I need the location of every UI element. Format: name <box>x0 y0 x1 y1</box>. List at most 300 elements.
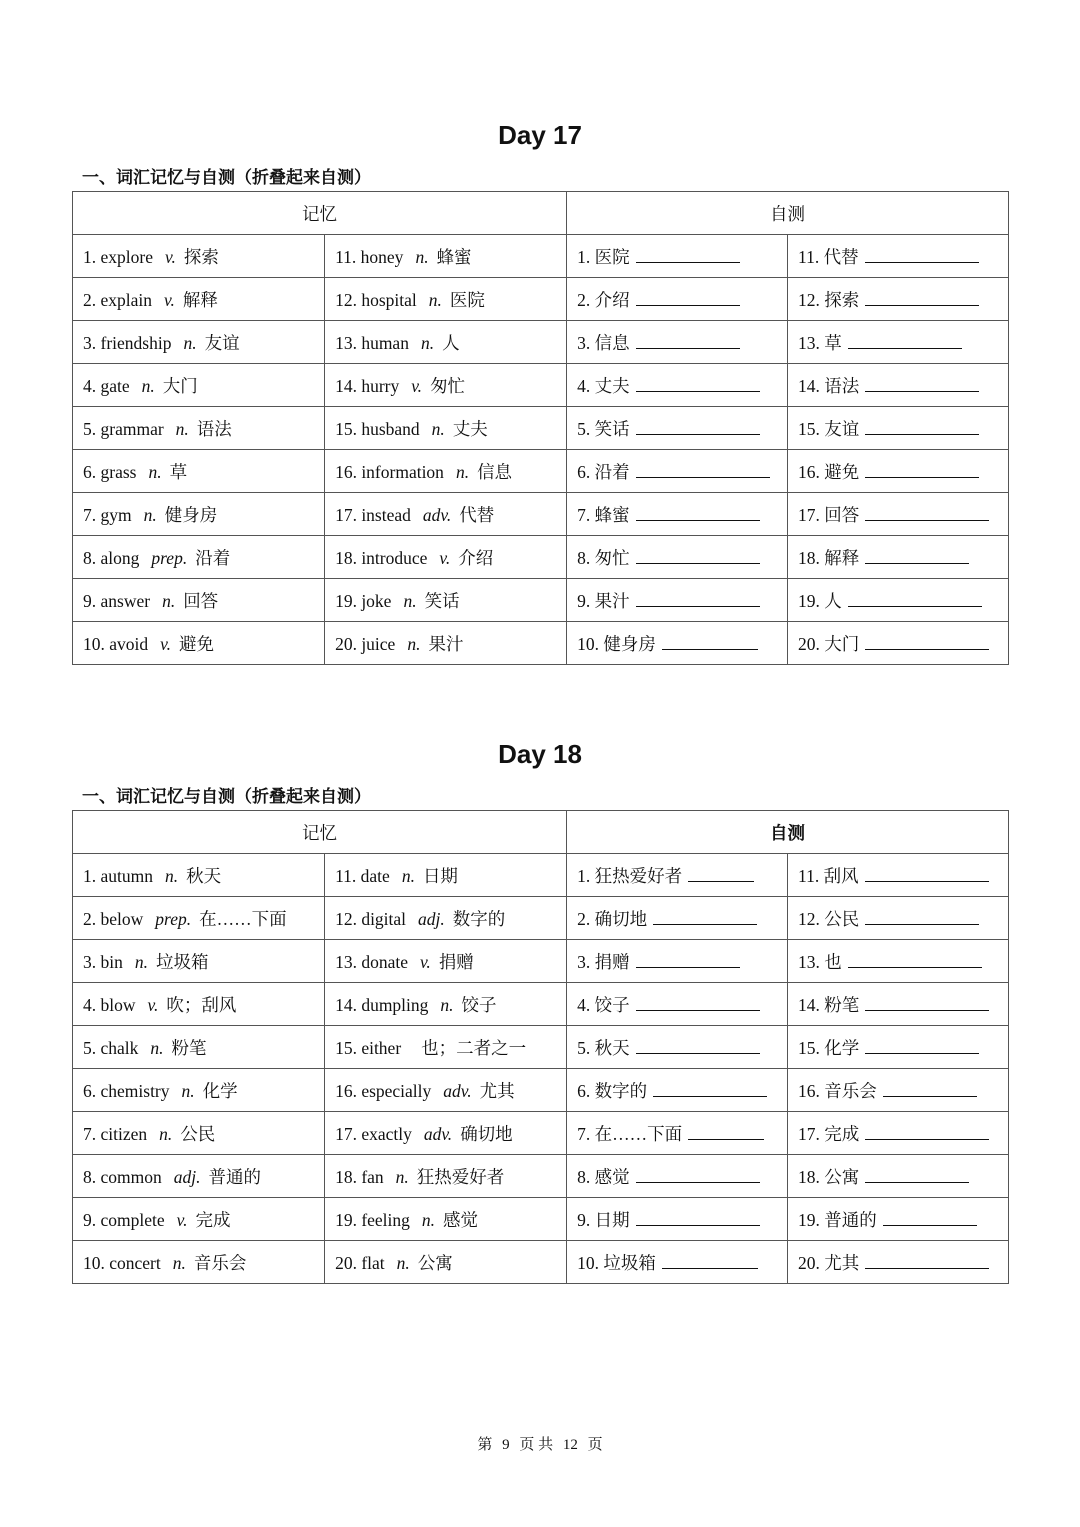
answer-blank[interactable] <box>653 910 757 925</box>
self-test-cell <box>788 1241 1009 1284</box>
self-test-cell <box>788 493 1009 536</box>
table-row <box>73 854 1009 897</box>
answer-blank[interactable] <box>865 377 979 392</box>
part-of-speech: n. <box>172 1252 186 1273</box>
vocab-word: 8. common <box>83 1166 162 1187</box>
memory-entry-cell <box>73 579 325 622</box>
self-test-cell <box>788 1198 1009 1241</box>
answer-blank[interactable] <box>636 506 760 521</box>
self-test-prompt: 7. 在……下面 <box>577 1123 683 1144</box>
part-of-speech: v. <box>164 289 175 310</box>
self-test-cell <box>788 450 1009 493</box>
vocab-word: 9. complete <box>83 1209 165 1230</box>
answer-blank[interactable] <box>865 1254 989 1269</box>
word-meaning: 化学 <box>202 1080 238 1101</box>
answer-blank[interactable] <box>636 291 740 306</box>
vocab-word: 2. below <box>83 908 144 929</box>
word-meaning: 确切地 <box>460 1123 513 1144</box>
self-test-prompt: 12. 公民 <box>798 908 860 929</box>
part-of-speech: v. <box>164 246 176 267</box>
part-of-speech: v. <box>411 375 423 396</box>
day-17-vocab-table <box>72 191 1009 665</box>
self-test-prompt: 17. 完成 <box>798 1123 860 1144</box>
vocab-word: 7. citizen <box>83 1123 148 1144</box>
self-test-cell <box>567 940 788 983</box>
self-test-cell <box>567 536 788 579</box>
part-of-speech: adv. <box>423 1123 453 1144</box>
day-18-title: Day 18 <box>498 739 582 769</box>
self-test-prompt: 2. 确切地 <box>577 908 648 929</box>
table-row <box>73 1112 1009 1155</box>
memory-entry-cell <box>325 278 567 321</box>
vocab-word: 6. grass <box>83 461 137 482</box>
self-test-cell <box>567 983 788 1026</box>
word-meaning: 在……下面 <box>199 908 287 929</box>
memory-entry-cell <box>325 364 567 407</box>
table-row <box>73 1026 1009 1069</box>
self-test-prompt: 18. 解释 <box>798 547 860 568</box>
memory-entry-cell <box>325 579 567 622</box>
word-meaning: 日期 <box>422 865 458 886</box>
word-meaning: 粉笔 <box>171 1037 207 1058</box>
self-test-prompt: 19. 普通的 <box>798 1209 877 1230</box>
word-meaning: 蜂蜜 <box>436 246 472 267</box>
answer-blank[interactable] <box>865 248 979 263</box>
day-17-title: Day 17 <box>498 120 582 150</box>
self-test-cell <box>788 321 1009 364</box>
self-test-cell <box>788 622 1009 665</box>
part-of-speech: n. <box>150 1037 164 1058</box>
part-of-speech: v. <box>176 1209 188 1230</box>
memory-entry-cell <box>73 321 325 364</box>
vocab-word: 14. dumpling <box>335 994 429 1015</box>
self-test-cell <box>788 235 1009 278</box>
answer-blank[interactable] <box>636 953 740 968</box>
table-row <box>73 493 1009 536</box>
word-meaning: 大门 <box>162 375 198 396</box>
answer-blank[interactable] <box>865 420 979 435</box>
vocab-word: 10. avoid <box>83 633 149 654</box>
self-test-cell <box>567 854 788 897</box>
word-meaning: 沿着 <box>195 547 231 568</box>
part-of-speech: n. <box>421 1209 436 1230</box>
word-meaning: 健身房 <box>164 504 218 525</box>
answer-blank[interactable] <box>636 996 760 1011</box>
memory-entry-cell <box>73 1026 325 1069</box>
self-test-cell <box>567 622 788 665</box>
self-test-prompt: 16. 音乐会 <box>798 1080 877 1101</box>
answer-blank[interactable] <box>688 867 754 882</box>
memory-entry-cell <box>73 622 325 665</box>
table-row <box>73 1241 1009 1284</box>
table-row <box>73 1198 1009 1241</box>
word-meaning: 完成 <box>195 1209 231 1230</box>
table-row <box>73 897 1009 940</box>
memory-entry-cell <box>325 1241 567 1284</box>
vocab-word: 15. husband <box>335 418 420 439</box>
answer-blank[interactable] <box>848 953 982 968</box>
part-of-speech: n. <box>403 590 417 611</box>
part-of-speech: n. <box>175 418 189 439</box>
memory-entry-cell <box>73 364 325 407</box>
vocab-word: 3. bin <box>83 951 123 972</box>
table-row <box>73 983 1009 1026</box>
table-row <box>73 579 1009 622</box>
word-meaning: 介绍 <box>458 547 494 568</box>
answer-blank[interactable] <box>865 1125 989 1140</box>
vocab-word: 18. introduce <box>335 547 428 568</box>
table-row <box>73 1155 1009 1198</box>
self-test-prompt: 6. 数字的 <box>577 1080 648 1101</box>
word-meaning: 丈夫 <box>452 418 488 439</box>
memory-entry-cell <box>73 1241 325 1284</box>
table-row <box>73 364 1009 407</box>
self-test-header: 自测 <box>567 811 1009 854</box>
vocab-word: 9. answer <box>83 590 151 611</box>
part-of-speech: n. <box>440 994 454 1015</box>
self-test-cell <box>567 278 788 321</box>
self-test-prompt: 8. 匆忙 <box>577 547 630 568</box>
answer-blank[interactable] <box>883 1082 977 1097</box>
self-test-prompt: 12. 探索 <box>798 289 860 310</box>
self-test-cell <box>567 579 788 622</box>
self-test-cell <box>567 1112 788 1155</box>
vocab-word: 16. information <box>335 461 444 482</box>
part-of-speech: prep. <box>151 547 188 568</box>
vocab-word: 8. along <box>83 547 140 568</box>
footer-suffix: 页 <box>587 1437 603 1453</box>
self-test-prompt: 4. 饺子 <box>577 994 630 1015</box>
answer-blank[interactable] <box>636 592 760 607</box>
vocab-word: 7. gym <box>83 504 132 525</box>
vocab-word: 4. gate <box>83 375 130 396</box>
self-test-cell <box>788 1112 1009 1155</box>
self-test-prompt: 15. 化学 <box>798 1037 860 1058</box>
day-17-section-title: 一、词汇记忆与自测（折叠起来自测） <box>82 168 371 188</box>
answer-blank[interactable] <box>636 1039 760 1054</box>
self-test-cell <box>788 579 1009 622</box>
self-test-prompt: 10. 垃圾箱 <box>577 1252 656 1273</box>
table-row <box>73 622 1009 665</box>
table-row <box>73 321 1009 364</box>
answer-blank[interactable] <box>865 506 989 521</box>
self-test-cell <box>567 321 788 364</box>
vocab-word: 4. blow <box>83 994 136 1015</box>
vocab-word: 13. donate <box>335 951 408 972</box>
memory-entry-cell <box>73 536 325 579</box>
part-of-speech: n. <box>420 332 435 353</box>
self-test-prompt: 1. 医院 <box>577 246 630 267</box>
self-test-cell <box>788 897 1009 940</box>
answer-blank[interactable] <box>662 635 758 650</box>
vocab-word: 17. exactly <box>335 1123 412 1144</box>
vocab-word: 2. explain <box>83 289 153 310</box>
self-test-cell <box>567 407 788 450</box>
word-meaning: 公民 <box>180 1123 216 1144</box>
self-test-cell <box>788 1069 1009 1112</box>
memory-entry-cell <box>73 1112 325 1155</box>
memory-entry-cell <box>73 940 325 983</box>
vocab-word: 19. feeling <box>335 1209 410 1230</box>
self-test-prompt: 9. 果汁 <box>577 590 630 611</box>
self-test-prompt: 8. 感觉 <box>577 1166 630 1187</box>
memory-entry-cell <box>325 1069 567 1112</box>
self-test-cell <box>567 1155 788 1198</box>
memory-entry-cell <box>73 450 325 493</box>
word-meaning: 秋天 <box>186 865 222 886</box>
part-of-speech: n. <box>396 1252 410 1273</box>
self-test-prompt: 13. 草 <box>798 332 842 353</box>
word-meaning: 探索 <box>183 246 219 267</box>
vocab-word: 20. juice <box>335 633 396 654</box>
memory-header: 记忆 <box>73 192 567 235</box>
memory-entry-cell <box>325 536 567 579</box>
word-meaning: 也；二者之一 <box>421 1037 527 1058</box>
self-test-cell <box>788 407 1009 450</box>
word-meaning: 数字的 <box>452 908 506 929</box>
self-test-prompt: 16. 避免 <box>798 461 860 482</box>
word-meaning: 医院 <box>449 289 485 310</box>
memory-entry-cell <box>73 1155 325 1198</box>
answer-blank[interactable] <box>865 635 989 650</box>
answer-blank[interactable] <box>865 463 979 478</box>
part-of-speech: v. <box>419 951 431 972</box>
vocab-word: 19. joke <box>335 590 392 611</box>
self-test-cell <box>788 1155 1009 1198</box>
memory-entry-cell <box>325 622 567 665</box>
vocab-word: 3. friendship <box>83 332 172 353</box>
self-test-cell <box>567 1198 788 1241</box>
part-of-speech: prep. <box>155 908 192 929</box>
word-meaning: 吹；刮风 <box>166 994 237 1015</box>
answer-blank[interactable] <box>636 377 760 392</box>
answer-blank[interactable] <box>865 1168 969 1183</box>
self-test-prompt: 14. 粉笔 <box>798 994 860 1015</box>
answer-blank[interactable] <box>636 248 740 263</box>
vocab-word: 1. explore <box>83 246 153 267</box>
answer-blank[interactable] <box>865 549 969 564</box>
memory-entry-cell <box>73 278 325 321</box>
table-row <box>73 407 1009 450</box>
part-of-speech: n. <box>143 504 157 525</box>
answer-blank[interactable] <box>848 592 982 607</box>
memory-entry-cell <box>325 1026 567 1069</box>
word-meaning: 笑话 <box>424 590 460 611</box>
part-of-speech: n. <box>183 332 197 353</box>
vocab-word: 11. honey <box>335 246 404 267</box>
part-of-speech: v. <box>160 633 171 654</box>
memory-header: 记忆 <box>73 811 567 854</box>
word-meaning: 语法 <box>196 418 232 439</box>
vocab-word: 16. especially <box>335 1080 432 1101</box>
self-test-cell <box>567 235 788 278</box>
word-meaning: 狂热爱好者 <box>416 1166 505 1187</box>
self-test-cell <box>567 1026 788 1069</box>
word-meaning: 回答 <box>183 590 219 611</box>
self-test-prompt: 14. 语法 <box>798 375 860 396</box>
answer-blank[interactable] <box>636 1211 760 1226</box>
memory-entry-cell <box>325 854 567 897</box>
memory-entry-cell <box>73 854 325 897</box>
word-meaning: 饺子 <box>461 994 497 1015</box>
vocab-word: 10. concert <box>83 1252 161 1273</box>
answer-blank[interactable] <box>865 291 979 306</box>
word-meaning: 友谊 <box>204 332 240 353</box>
answer-blank[interactable] <box>865 996 989 1011</box>
self-test-prompt: 7. 蜂蜜 <box>577 504 630 525</box>
answer-blank[interactable] <box>865 1039 979 1054</box>
self-test-cell <box>788 278 1009 321</box>
answer-blank[interactable] <box>865 867 989 882</box>
part-of-speech: adv. <box>422 504 452 525</box>
table-row <box>73 536 1009 579</box>
footer-middle: 页 共 <box>519 1437 554 1453</box>
part-of-speech: adj. <box>173 1166 201 1187</box>
answer-blank[interactable] <box>688 1125 764 1140</box>
part-of-speech: n. <box>428 289 442 310</box>
memory-entry-cell <box>73 407 325 450</box>
part-of-speech: n. <box>134 951 148 972</box>
self-test-cell <box>567 364 788 407</box>
vocab-word: 14. hurry <box>335 375 400 396</box>
self-test-cell <box>567 897 788 940</box>
self-test-cell <box>788 940 1009 983</box>
footer-prefix: 第 <box>477 1437 493 1453</box>
answer-blank[interactable] <box>636 334 740 349</box>
self-test-prompt: 20. 尤其 <box>798 1252 860 1273</box>
footer-page-number: 9 <box>502 1437 510 1453</box>
memory-entry-cell <box>325 940 567 983</box>
self-test-prompt: 5. 秋天 <box>577 1037 630 1058</box>
memory-entry-cell <box>325 493 567 536</box>
memory-entry-cell <box>73 493 325 536</box>
word-meaning: 尤其 <box>479 1080 515 1101</box>
part-of-speech: adj. <box>418 908 445 929</box>
memory-entry-cell <box>325 1198 567 1241</box>
self-test-cell <box>788 983 1009 1026</box>
self-test-cell <box>567 450 788 493</box>
memory-entry-cell <box>325 235 567 278</box>
vocab-word: 12. hospital <box>335 289 417 310</box>
self-test-prompt: 1. 狂热爱好者 <box>577 865 683 886</box>
self-test-prompt: 18. 公寓 <box>798 1166 860 1187</box>
part-of-speech: n. <box>141 375 155 396</box>
answer-blank[interactable] <box>636 463 770 478</box>
memory-entry-cell <box>325 407 567 450</box>
day-18-vocab-table <box>72 810 1009 1284</box>
vocab-word: 18. fan <box>335 1166 384 1187</box>
answer-blank[interactable] <box>636 549 760 564</box>
vocab-word: 15. either <box>335 1037 402 1058</box>
self-test-cell <box>567 493 788 536</box>
self-test-prompt: 3. 捐赠 <box>577 951 630 972</box>
self-test-prompt: 11. 代替 <box>798 246 859 267</box>
self-test-prompt: 6. 沿着 <box>577 461 630 482</box>
word-meaning: 解释 <box>182 289 218 310</box>
self-test-prompt: 9. 日期 <box>577 1209 630 1230</box>
table-row <box>73 940 1009 983</box>
self-test-cell <box>788 854 1009 897</box>
footer-total-pages: 12 <box>562 1437 578 1453</box>
table-row <box>73 450 1009 493</box>
memory-entry-cell <box>73 1198 325 1241</box>
vocab-word: 5. chalk <box>83 1037 139 1058</box>
table-row <box>73 235 1009 278</box>
answer-blank[interactable] <box>636 420 760 435</box>
part-of-speech: n. <box>165 865 179 886</box>
table-row <box>73 1069 1009 1112</box>
part-of-speech: n. <box>181 1080 195 1101</box>
part-of-speech: n. <box>415 246 429 267</box>
part-of-speech: n. <box>455 461 470 482</box>
self-test-prompt: 5. 笑话 <box>577 418 630 439</box>
memory-entry-cell <box>73 1069 325 1112</box>
vocab-word: 11. date <box>335 865 390 886</box>
day-18-section-title: 一、词汇记忆与自测（折叠起来自测） <box>82 787 371 807</box>
answer-blank[interactable] <box>662 1254 758 1269</box>
table-row <box>73 278 1009 321</box>
part-of-speech: n. <box>395 1166 409 1187</box>
self-test-prompt: 13. 也 <box>798 951 842 972</box>
self-test-prompt: 11. 刮风 <box>798 865 859 886</box>
self-test-prompt: 2. 介绍 <box>577 289 630 310</box>
part-of-speech: adv. <box>443 1080 472 1101</box>
word-meaning: 人 <box>442 332 460 353</box>
vocab-word: 12. digital <box>335 908 407 929</box>
vocab-word: 1. autumn <box>83 865 153 886</box>
memory-entry-cell <box>73 897 325 940</box>
word-meaning: 感觉 <box>443 1209 479 1230</box>
self-test-prompt: 20. 大门 <box>798 633 860 654</box>
answer-blank[interactable] <box>883 1211 977 1226</box>
word-meaning: 匆忙 <box>430 375 466 396</box>
word-meaning: 信息 <box>477 461 513 482</box>
self-test-prompt: 10. 健身房 <box>577 633 656 654</box>
answer-blank[interactable] <box>636 1168 760 1183</box>
vocab-word: 5. grammar <box>83 418 164 439</box>
memory-entry-cell <box>325 983 567 1026</box>
memory-entry-cell <box>325 1112 567 1155</box>
part-of-speech: n. <box>401 865 415 886</box>
word-meaning: 草 <box>169 461 188 482</box>
answer-blank[interactable] <box>653 1082 767 1097</box>
page-footer <box>0 1436 1080 1454</box>
self-test-prompt: 19. 人 <box>798 590 842 611</box>
vocab-word: 17. instead <box>335 504 411 525</box>
word-meaning: 垃圾箱 <box>156 951 209 972</box>
part-of-speech: n. <box>162 590 176 611</box>
word-meaning: 果汁 <box>428 633 464 654</box>
memory-entry-cell <box>73 235 325 278</box>
memory-entry-cell <box>325 1155 567 1198</box>
self-test-cell <box>788 364 1009 407</box>
memory-entry-cell <box>325 321 567 364</box>
word-meaning: 普通的 <box>208 1166 261 1187</box>
part-of-speech: v. <box>147 994 159 1015</box>
self-test-cell <box>788 536 1009 579</box>
memory-entry-cell <box>73 983 325 1026</box>
word-meaning: 代替 <box>459 504 495 525</box>
part-of-speech: n. <box>148 461 162 482</box>
self-test-prompt: 4. 丈夫 <box>577 375 630 396</box>
self-test-cell <box>567 1241 788 1284</box>
answer-blank[interactable] <box>848 334 962 349</box>
vocab-word: 20. flat <box>335 1252 385 1273</box>
answer-blank[interactable] <box>865 910 979 925</box>
part-of-speech: v. <box>439 547 451 568</box>
vocab-word: 13. human <box>335 332 409 353</box>
memory-entry-cell <box>325 897 567 940</box>
